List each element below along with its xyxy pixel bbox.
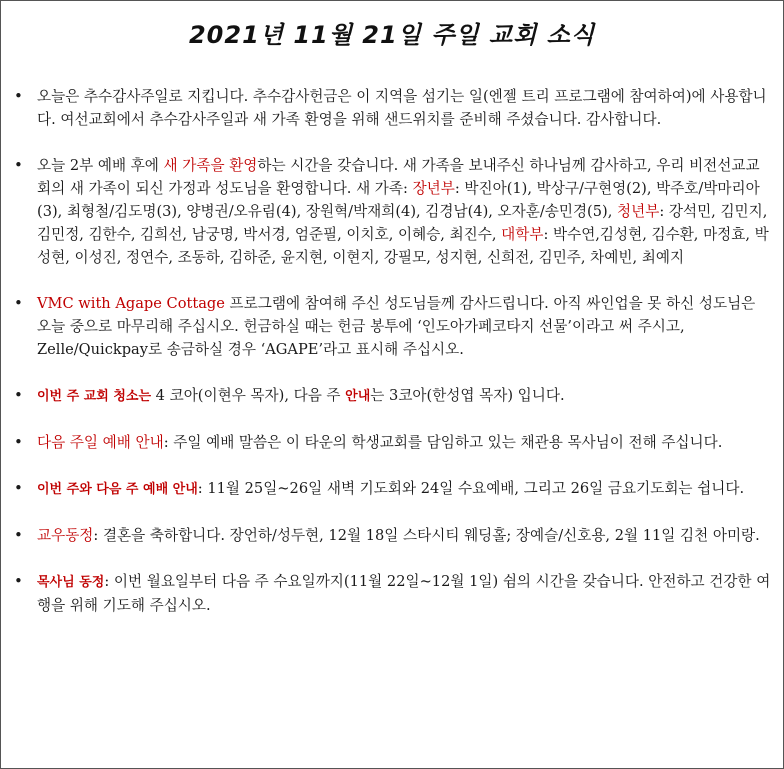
announcement-service-schedule — [1, 477, 784, 501]
highlight-next-sunday: 다음 주일 예배 안내 — [37, 434, 164, 451]
highlight-service-schedule: 이번 주와 다음 주 예배 안내 — [37, 482, 198, 497]
announcement-text: 하는 시간을 갖습니다. 새 가족을 보내주신 하나님께 감사하고, 우리 비전선교교회의 새 가족이 되신 가정과 성도님을 환영합니다. 새 가족: — [37, 157, 760, 197]
announcement-pastor-news — [1, 570, 784, 617]
announcement-agape-cottage — [1, 292, 784, 361]
highlight-guide: 안내 — [345, 389, 371, 404]
announcement-text: : 이번 월요일부터 다음 주 수요일까지(11월 22일~12월 1일) 쉼의 시간을 갖습니다. 안전하고 건강한 여행을 위해 기도해 주십시오. — [37, 573, 771, 614]
announcement-text: : 주일 예배 말씀은 이 타운의 학생교회를 담임하고 있는 채관용 목사님이 전해 주십니다. — [163, 434, 723, 451]
highlight-college-group: 대학부 — [501, 226, 544, 243]
bullet-icon: • — [14, 572, 23, 590]
highlight-vmc-program: VMC with Agape Cottage — [37, 295, 225, 312]
announcement-list — [1, 85, 784, 640]
highlight-cleaning: 이번 주 교회 청소는 — [37, 389, 152, 404]
announcement-text: : 11월 25일~26일 새벽 기도회와 24일 수요예배, 그리고 26일 금요기도회는 쉽니다. — [197, 480, 745, 497]
announcement-cleaning — [1, 384, 784, 408]
announcement-text: 오늘 2부 예배 후에 — [37, 157, 164, 174]
announcement-next-sunday — [1, 431, 784, 454]
bullet-icon: • — [14, 386, 23, 404]
bullet-icon: • — [14, 156, 23, 174]
announcement-text: 4 코아(이현우 목자), 다음 주 — [151, 387, 346, 404]
bullet-icon: • — [14, 479, 23, 497]
page-title: 2021년 11월 21일 주일 교회 소식 — [188, 21, 596, 49]
announcement-member-news — [1, 524, 784, 547]
highlight-adult-group: 장년부 — [412, 180, 455, 197]
highlight-youth-group: 청년부 — [617, 203, 660, 220]
announcement-text: : 박수연,김성현, 김수환, 마정효, 박성현, 이성진, 정연수, 조동하, 김하준, 윤지현, 이현지, 강필모, 성지현, 신희전, 김민주, 차예빈, 최예지 — [37, 226, 769, 266]
announcement-text: 오늘은 추수감사주일로 지킵니다. 추수감사헌금은 이 지역을 섬기는 일(엔젤 트리 프로그램에 참여하여)에 사용합니다. 여선교회에서 추수감사주일과 새 가족 환영을 위해 샌드위치를 준비해 주셨습니다. 감사합니다. — [37, 88, 767, 128]
bullet-icon: • — [14, 87, 23, 105]
announcement-new-family — [1, 154, 784, 269]
highlight-welcome: 새 가족을 환영 — [163, 157, 258, 174]
announcement-text: : 강석민, 김민지, 김민정, 김한수, 김희선, 남궁명, 박서경, 엄준필, 이치호, 이혜승, 최진수, — [37, 203, 768, 243]
announcement-text: : 박진아(1), 박상구/구현영(2), 박주호/박마리아(3), 최형철/김도명(3), 양병권/오유림(4), 장원혁/박재희(4), 김경남(4), 오자훈/송민경(5), — [37, 180, 760, 220]
bullet-icon: • — [14, 526, 23, 544]
bullet-icon: • — [14, 433, 23, 451]
announcement-text: : 결혼을 축하합니다. 장언하/성두현, 12월 18일 스타시티 웨딩홀; 장예슬/신호용, 2월 11일 김천 아미랑. — [93, 527, 760, 544]
highlight-pastor-news: 목사님 동정 — [37, 575, 105, 590]
highlight-member-news: 교우동정 — [37, 527, 94, 544]
announcement-text: 는 3코아(한성엽 목자) 입니다. — [370, 387, 565, 404]
announcement-text: 프로그램에 참여해 주신 성도님들께 감사드립니다. 아직 싸인업을 못 하신 성도님은 오늘 중으로 마무리해 주십시오. 헌금하실 때는 헌금 봉투에 ‘인도아가페코타지 선물’이라고 써 주시고, Zelle/Quickpay로 송금하실 경우 ‘AGAPE’라고 표시해 주십시오. — [37, 295, 756, 358]
announcement-thanksgiving — [1, 85, 784, 131]
bullet-icon: • — [14, 294, 23, 312]
